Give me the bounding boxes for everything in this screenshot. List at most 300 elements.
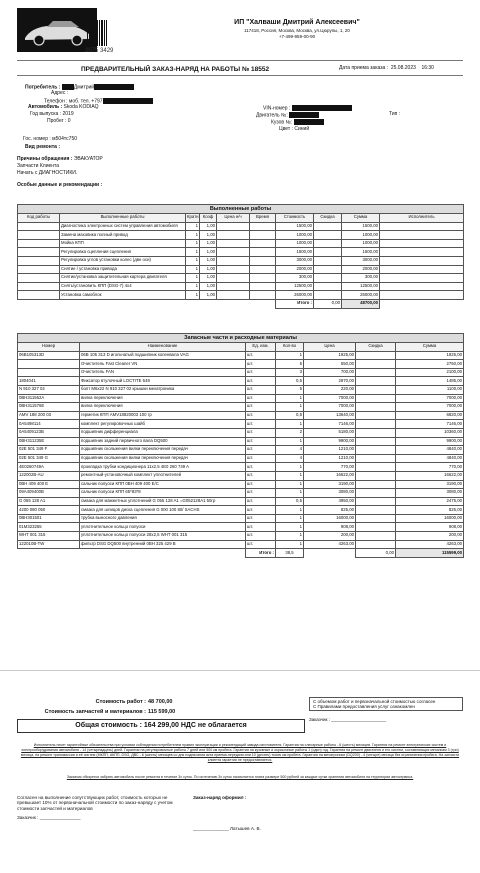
order-title: ПРЕДВАРИТЕЛЬНЫЙ ЗАКАЗ-НАРЯД НА РАБОТЫ № 18552 [81, 66, 270, 73]
works-cell: Диагностика электронных систем управления автомобиля [60, 222, 186, 231]
works-row [18, 222, 464, 231]
works-cell [18, 239, 60, 248]
works-cell: 1 [186, 256, 200, 265]
parts-row [18, 523, 464, 532]
parts-cell: 1100,00 [396, 385, 464, 394]
parts-cell: 16622,00 [304, 471, 356, 480]
works-cell [217, 231, 250, 240]
parts-cell [356, 368, 396, 377]
parts-cell: 4263,00 [304, 540, 356, 549]
parts-cell: 09A409400B [18, 489, 80, 498]
agree-block [309, 697, 463, 723]
parts-row [18, 480, 464, 489]
parts-row [18, 506, 464, 515]
parts-cell: 7146,00 [304, 420, 356, 429]
parts-cell [18, 360, 80, 369]
works-cell: 1500,00 [342, 222, 380, 231]
parts-header-cell: Цена [304, 343, 356, 352]
parts-cell: 0,5 [276, 497, 304, 506]
parts-cell: 4263,00 [396, 540, 464, 549]
agree-line2: С Правилами предоставления услуг ознакомлен [313, 704, 415, 710]
works-cell [250, 282, 276, 291]
works-cell [314, 282, 342, 291]
parts-cell: 0BH 409 400 E [18, 480, 80, 489]
works-cell: 1500,00 [276, 222, 314, 231]
works-total-label: Итого : [276, 299, 314, 308]
works-cell [250, 291, 276, 300]
parts-row [18, 351, 464, 360]
parts-cell: шт. [246, 437, 276, 446]
parts-cell: Очиститель Fast Cleaner VN [80, 360, 246, 369]
works-cell [18, 291, 60, 300]
parts-row [18, 377, 464, 386]
works-cell [314, 256, 342, 265]
parts-cell: 16000,00 [396, 514, 464, 523]
works-cell [380, 274, 464, 283]
parts-cell: шт. [246, 540, 276, 549]
works-total-sum: 48700,00 [342, 299, 380, 308]
parts-cell: 1 [276, 420, 304, 429]
parts-cell: фильтр DSG DQ500 внутренний 0BH 325 429 B [80, 540, 246, 549]
parts-cell: 06B 105 313 D игольчатый подшипник коленвала VAG [80, 351, 246, 360]
works-cell [18, 256, 60, 265]
parts-cell: шт. [246, 523, 276, 532]
parts-cell: комплект регулировочных шайб [80, 420, 246, 429]
parts-cell [356, 446, 396, 455]
works-cell [380, 222, 464, 231]
works-cell: 26000,00 [276, 291, 314, 300]
vin-row: VIN-номер : [263, 105, 352, 112]
company-name: ИП "Халваши Дмитрий Алексеевич" [234, 19, 360, 26]
works-cell [314, 248, 342, 257]
works-cell [18, 274, 60, 283]
works-cell: Замена маховика полный привод [60, 231, 186, 240]
storage-text: Заказчик обязуется забрать автомобиль после ремонта в течение 3х суток. По истечению 3х суток начисляется плата размере 500 рублей за каждые сутки хранения автомобиля на территории автосервиса. [66, 775, 414, 779]
parts-header-cell: Ед. изм. [246, 343, 276, 352]
parts-cell: 2 [276, 428, 304, 437]
parts-cell: подшипник скольжения вилки переключения передач [80, 454, 246, 463]
parts-cell: 4 [276, 446, 304, 455]
works-cell: 1000,00 [342, 239, 380, 248]
issued-by-label: Заказ-наряд оформил : [193, 795, 247, 800]
parts-cell: 0,5 [276, 411, 304, 420]
works-header-cell: Время [250, 214, 276, 223]
works-cell [314, 274, 342, 283]
parts-cell: подшипник дифференциала [80, 428, 246, 437]
parts-cell: 700,00 [304, 368, 356, 377]
plate-row: Гос. номер : м504тс750 [23, 136, 78, 142]
grand-total: Общая стоимость : 164 299,00 НДС не облагается [17, 719, 305, 733]
parts-row [18, 385, 464, 394]
parts-cell: 1 [276, 489, 304, 498]
company-block [197, 18, 397, 39]
parts-row [18, 532, 464, 541]
sign-left-customer: Заказчик : ________________ [17, 814, 81, 820]
year-row: Год выпуска : 2019 [30, 111, 74, 117]
parts-cell: шт. [246, 351, 276, 360]
parts-cell [356, 497, 396, 506]
works-cell: 1,00 [200, 222, 217, 231]
parts-header-cell: Кол-во [276, 343, 304, 352]
special-row: Особые данные и рекомендации : [17, 182, 103, 188]
parts-cell: 4950,00 [304, 497, 356, 506]
works-cell [217, 265, 250, 274]
parts-cost-value: 115 599,00 [148, 708, 176, 715]
works-cell [217, 291, 250, 300]
works-cell [380, 291, 464, 300]
works-total-discount: 0,00 [314, 299, 342, 308]
parts-row [18, 403, 464, 412]
works-cell: Регулировка сцепления сцепления [60, 248, 186, 257]
parts-cell: WHT 001 315 [18, 532, 80, 541]
type-row: Тип : [389, 111, 401, 117]
parts-cell: вилка переключения [80, 394, 246, 403]
car-row: Автомобиль : Skoda KODIAQ [28, 104, 99, 110]
works-cell [18, 222, 60, 231]
parts-row [18, 368, 464, 377]
works-row [18, 265, 464, 274]
parts-cell: 1 [276, 506, 304, 515]
parts-caption: Запасные части и расходные материалы [18, 334, 464, 343]
parts-cell: шт. [246, 368, 276, 377]
works-cost-value: 48 700,00 [148, 698, 173, 705]
address-row: Адрес : [51, 90, 69, 96]
parts-cell: шт. [246, 385, 276, 394]
parts-cell: 1925,00 [304, 351, 356, 360]
repair-row: Вид ремонта : [25, 144, 61, 150]
parts-cell: 5 [276, 385, 304, 394]
parts-cell: вилка переключения [80, 403, 246, 412]
mileage-row: Пробег : 0 [47, 118, 71, 124]
consent-text: Согласен на выполнение сопутствующих работ, стоимость которых не превышает 10% от первоначальной стоимости по заказ-наряду с учетом стоимости запчастей и материалов [17, 795, 173, 811]
parts-cell: уплотнительное кольцо полуоси [80, 523, 246, 532]
company-phone: +7-499-959-00-90 [278, 34, 316, 40]
parts-cell [356, 394, 396, 403]
parts-total-sum: 115599,00 [396, 549, 464, 558]
parts-row [18, 420, 464, 429]
works-cell [217, 274, 250, 283]
parts-cell [356, 471, 396, 480]
parts-cell: 0BH311235E [18, 437, 80, 446]
works-cost-label: Стоимость работ : [95, 698, 146, 705]
works-cell [380, 231, 464, 240]
body-row: Кузов №: [271, 119, 324, 126]
parts-cell: 3 [276, 368, 304, 377]
agree-line1: С объемом работ и первоначальной стоимостью согласен [313, 699, 436, 704]
parts-cell: герметик КПП AMV18820003 100 гр [80, 411, 246, 420]
parts-cell: шт. [246, 506, 276, 515]
parts-row [18, 437, 464, 446]
parts-cell: 3190,00 [396, 480, 464, 489]
parts-cell: AMV 188 200 03 [18, 411, 80, 420]
parts-cell: 1 [276, 514, 304, 523]
reason-row: Причины обращения : ЭВАКУАТОР [17, 156, 103, 162]
works-row [18, 231, 464, 240]
works-cell [18, 265, 60, 274]
parts-cell: 1 [276, 540, 304, 549]
works-cell: 3000,00 [276, 256, 314, 265]
parts-cell: 4E0260749A [18, 463, 80, 472]
parts-cell: смазка для шлицов диска сцепления G 000 100 80/ SACHS [80, 506, 246, 515]
works-cell: 1,00 [200, 248, 217, 257]
works-cell [380, 239, 464, 248]
works-cell: 1 [186, 282, 200, 291]
parts-cell [356, 454, 396, 463]
parts-row [18, 463, 464, 472]
parts-cell [356, 377, 396, 386]
works-cell: Снятие/установка защитительная картера двигателя [60, 274, 186, 283]
works-cell: 2000,00 [342, 265, 380, 274]
works-header-cell: Код работы [18, 214, 60, 223]
works-cell [314, 231, 342, 240]
works-cell: 3000,00 [342, 256, 380, 265]
parts-cell [356, 411, 396, 420]
works-cell [314, 265, 342, 274]
parts-cell: 0BH311576E [18, 403, 80, 412]
parts-row [18, 471, 464, 480]
parts-cell: 7000,00 [304, 403, 356, 412]
works-header-cell: Стоимость [276, 214, 314, 223]
parts-cell: 7000,00 [304, 394, 356, 403]
works-cell: 1500,00 [276, 248, 314, 257]
order-page [17, 8, 463, 668]
parts-cell: 550,00 [304, 360, 356, 369]
color-row: Цвет : Синий [279, 126, 310, 132]
works-cell: Снять/установить КПП (DSG-7) 4x4 [60, 282, 186, 291]
parts-cell: 01M323255 [18, 523, 80, 532]
parts-cell: 1210,00 [304, 446, 356, 455]
parts-row [18, 489, 464, 498]
works-cell: 1 [186, 274, 200, 283]
parts-cell: 5 [276, 360, 304, 369]
parts-cell: 908,00 [304, 523, 356, 532]
works-cell: 1000,00 [342, 231, 380, 240]
order-date: Дата приема заказа : 25.08.2023 16:30 [339, 65, 434, 71]
engine-row: Двигатель №: [256, 112, 319, 119]
parts-cell: 2750,00 [396, 360, 464, 369]
parts-cell: прокладка трубки кондиционера 11x2,5 4E0 260 749 A [80, 463, 246, 472]
summary-page [17, 683, 463, 863]
parts-table [17, 333, 463, 558]
parts-cell: трубка выносного давления [80, 514, 246, 523]
parts-cell: шт. [246, 428, 276, 437]
parts-cell [356, 480, 396, 489]
parts-header-cell: Номер [18, 343, 80, 352]
parts-cell: 908,00 [396, 523, 464, 532]
works-cell: Установка самоблок [60, 291, 186, 300]
parts-cell [356, 403, 396, 412]
works-cell: 1 [186, 239, 200, 248]
warranty-text: Исполнитель несет гарантийные обязательства при условии соблюдения потребителем правил эксплуатации и рекомендаций завода изготовителя. Гарантия на слесарные работы - 6 (шесть) месяцев. Гарантия на ремонт электрических систем и электрооборудования автомобиля - 14 (четырнадцать) дней. Гарантия на регулировочные работы 7 дней или 500 км пробега. Гарантия на кузовные и окрасочные работы 1 (один) год. Гарантия на ремонт двигателя и его систем, составляющих механизм 3 (три) месяца, на ремонт трансмиссии и её систем (МКПП, АКПП, DSG, ДВС - 6 (шесть) месяцев со дня подписания акта приема-передачи или 10 (десять) тысяч км пробега. Гарантия на мехатроники (DQ200) - 4 (четыре) месяца без ограничения пробега. На запчасти клиента гарантия не предоставляется. [20, 743, 460, 762]
parts-cell: болт M6x22 N 910 327 02 крышки мехатроника [80, 385, 246, 394]
car-logo-icon [17, 8, 97, 52]
parts-cell [356, 463, 396, 472]
works-cell: 12500,00 [276, 282, 314, 291]
works-cell: 1,00 [200, 239, 217, 248]
consumer-row: Потребитель : Дмитрий [25, 84, 134, 91]
parts-cell: шт. [246, 480, 276, 489]
parts-cell: 16622,00 [396, 471, 464, 480]
parts-cell: 02E 501 349 G [18, 454, 80, 463]
works-cell: 1,00 [200, 256, 217, 265]
parts-cell [356, 540, 396, 549]
works-cell: 1 [186, 231, 200, 240]
parts-cell: G 055 128 A1 [18, 497, 80, 506]
parts-cell: 06B105313D [18, 351, 80, 360]
works-cell: Регулировка углов установки колес (две оси) [60, 256, 186, 265]
parts-header-cell: Наименование [80, 343, 246, 352]
works-table [17, 204, 463, 309]
parts-cell [356, 385, 396, 394]
works-cell [314, 222, 342, 231]
works-cell: 1000,00 [276, 231, 314, 240]
company-address: 117418, Россия, Москва, Москва, ул.Цюрупы, 1, 20 [244, 28, 350, 34]
parts-cell: шт. [246, 446, 276, 455]
works-cell [380, 256, 464, 265]
parts-header-cell: Скидка [356, 343, 396, 352]
parts-cell: 825,00 [396, 506, 464, 515]
parts-cost-label: Стоимость запчастей и материалов : [44, 708, 146, 715]
parts-cell: 7146,00 [396, 420, 464, 429]
parts-cell: шт. [246, 463, 276, 472]
parts-cell: 0,5 [276, 377, 304, 386]
parts-cell: 122010B-TW [18, 540, 80, 549]
parts-cell: 1210,00 [304, 454, 356, 463]
parts-cell: сальник полуоси КПП 0BH 409 400 E/C [80, 480, 246, 489]
parts-cell [18, 368, 80, 377]
summary-table [17, 697, 305, 717]
parts-cell: 1925,00 [396, 351, 464, 360]
parts-cell: 0A5409123B [18, 428, 80, 437]
parts-total-discount: 0,00 [356, 549, 396, 558]
parts-cell: 1 [276, 532, 304, 541]
works-cell [250, 248, 276, 257]
parts-total-qty: 38,5 [276, 549, 304, 558]
parts-cell: шт. [246, 454, 276, 463]
parts-cell: шт. [246, 394, 276, 403]
parts-cell: 2475,00 [396, 497, 464, 506]
reason-line3: Начать с ДИАГНОСТИКИ. [17, 170, 78, 176]
barcode-number: 2075 3429 [85, 48, 114, 54]
parts-cell: подшипник задний первичного вала DQ500 [80, 437, 246, 446]
parts-cell: 7000,00 [396, 394, 464, 403]
parts-cell: Очиститель FAN [80, 368, 246, 377]
parts-cell: 1485,00 [396, 377, 464, 386]
works-cell [250, 239, 276, 248]
parts-cell: 1 [276, 480, 304, 489]
works-cell: 1,00 [200, 265, 217, 274]
parts-cell: 1 [276, 351, 304, 360]
parts-cell: 4 [276, 454, 304, 463]
parts-cell: 200,00 [304, 532, 356, 541]
sign-right [177, 795, 357, 832]
works-cell: 1 [186, 265, 200, 274]
parts-cell: 1 [276, 471, 304, 480]
works-cell [380, 265, 464, 274]
parts-cell: 1 [276, 403, 304, 412]
parts-cell: смазка для манжетных уплотнений G 055 128 A1 =G052128A1 50гр [80, 497, 246, 506]
works-row [18, 291, 464, 300]
works-cell: 1 [186, 248, 200, 257]
parts-cell: шт. [246, 377, 276, 386]
parts-cell: 1 [276, 394, 304, 403]
works-cell [18, 231, 60, 240]
parts-cell: 1804041 [18, 377, 80, 386]
works-header-cell: Цена н/ч [217, 214, 250, 223]
works-cell: Мойка КПП [60, 239, 186, 248]
parts-cell [356, 523, 396, 532]
parts-cell [356, 437, 396, 446]
parts-cell [356, 532, 396, 541]
parts-row [18, 446, 464, 455]
works-row [18, 248, 464, 257]
issuer-line: ______________ Латышев А. В. [193, 826, 261, 832]
reason-line2: Запчасти Клиента [17, 163, 60, 169]
parts-row [18, 540, 464, 549]
works-row [18, 256, 464, 265]
parts-cell: шт. [246, 360, 276, 369]
parts-cell: уплотнительное кольцо полуоси 28x2,5 WHT 001 315 [80, 532, 246, 541]
parts-cell: 16000,00 [304, 514, 356, 523]
works-row [18, 274, 464, 283]
parts-cell: шт. [246, 420, 276, 429]
parts-cell: 13640,00 [304, 411, 356, 420]
parts-cell [356, 489, 396, 498]
parts-cell: шт. [246, 514, 276, 523]
works-cell [217, 248, 250, 257]
works-cell [250, 231, 276, 240]
parts-cell: 122002B-AU [18, 471, 80, 480]
agree-customer: Заказчик : ______________________ [309, 717, 387, 723]
parts-cell: 2100,00 [396, 368, 464, 377]
parts-cell: 9900,00 [396, 437, 464, 446]
parts-cell: 9900,00 [304, 437, 356, 446]
works-header-cell: Скидка [314, 214, 342, 223]
parts-cell [356, 420, 396, 429]
works-header-cell: Исполнитель [380, 214, 464, 223]
works-cell [250, 274, 276, 283]
parts-cell: 6820,00 [396, 411, 464, 420]
works-cell: 12500,00 [342, 282, 380, 291]
parts-cell: 3190,00 [304, 480, 356, 489]
works-cell: 1 [186, 291, 200, 300]
works-cell [250, 265, 276, 274]
parts-cell: Фиксатор втулочный LOCTITE 648 [80, 377, 246, 386]
parts-cell: 0BH311562A [18, 394, 80, 403]
parts-cell: сальник полуоси КПП 65*83*8 [80, 489, 246, 498]
parts-cell: 3080,00 [304, 489, 356, 498]
works-header-cell: Выполненные работы [60, 214, 186, 223]
works-cell [18, 248, 60, 257]
works-row [18, 239, 464, 248]
works-cell [380, 282, 464, 291]
parts-cell: 1 [276, 437, 304, 446]
works-cell: 1000,00 [276, 239, 314, 248]
parts-row [18, 454, 464, 463]
parts-cell: 825,00 [304, 506, 356, 515]
works-cell [217, 256, 250, 265]
parts-row [18, 497, 464, 506]
parts-cell: шт. [246, 403, 276, 412]
parts-cell [356, 360, 396, 369]
works-cell: 26000,00 [342, 291, 380, 300]
parts-cell: шт. [246, 532, 276, 541]
works-cell [18, 282, 60, 291]
parts-cell [356, 351, 396, 360]
parts-cell [356, 506, 396, 515]
works-cell [314, 239, 342, 248]
works-cell [217, 239, 250, 248]
